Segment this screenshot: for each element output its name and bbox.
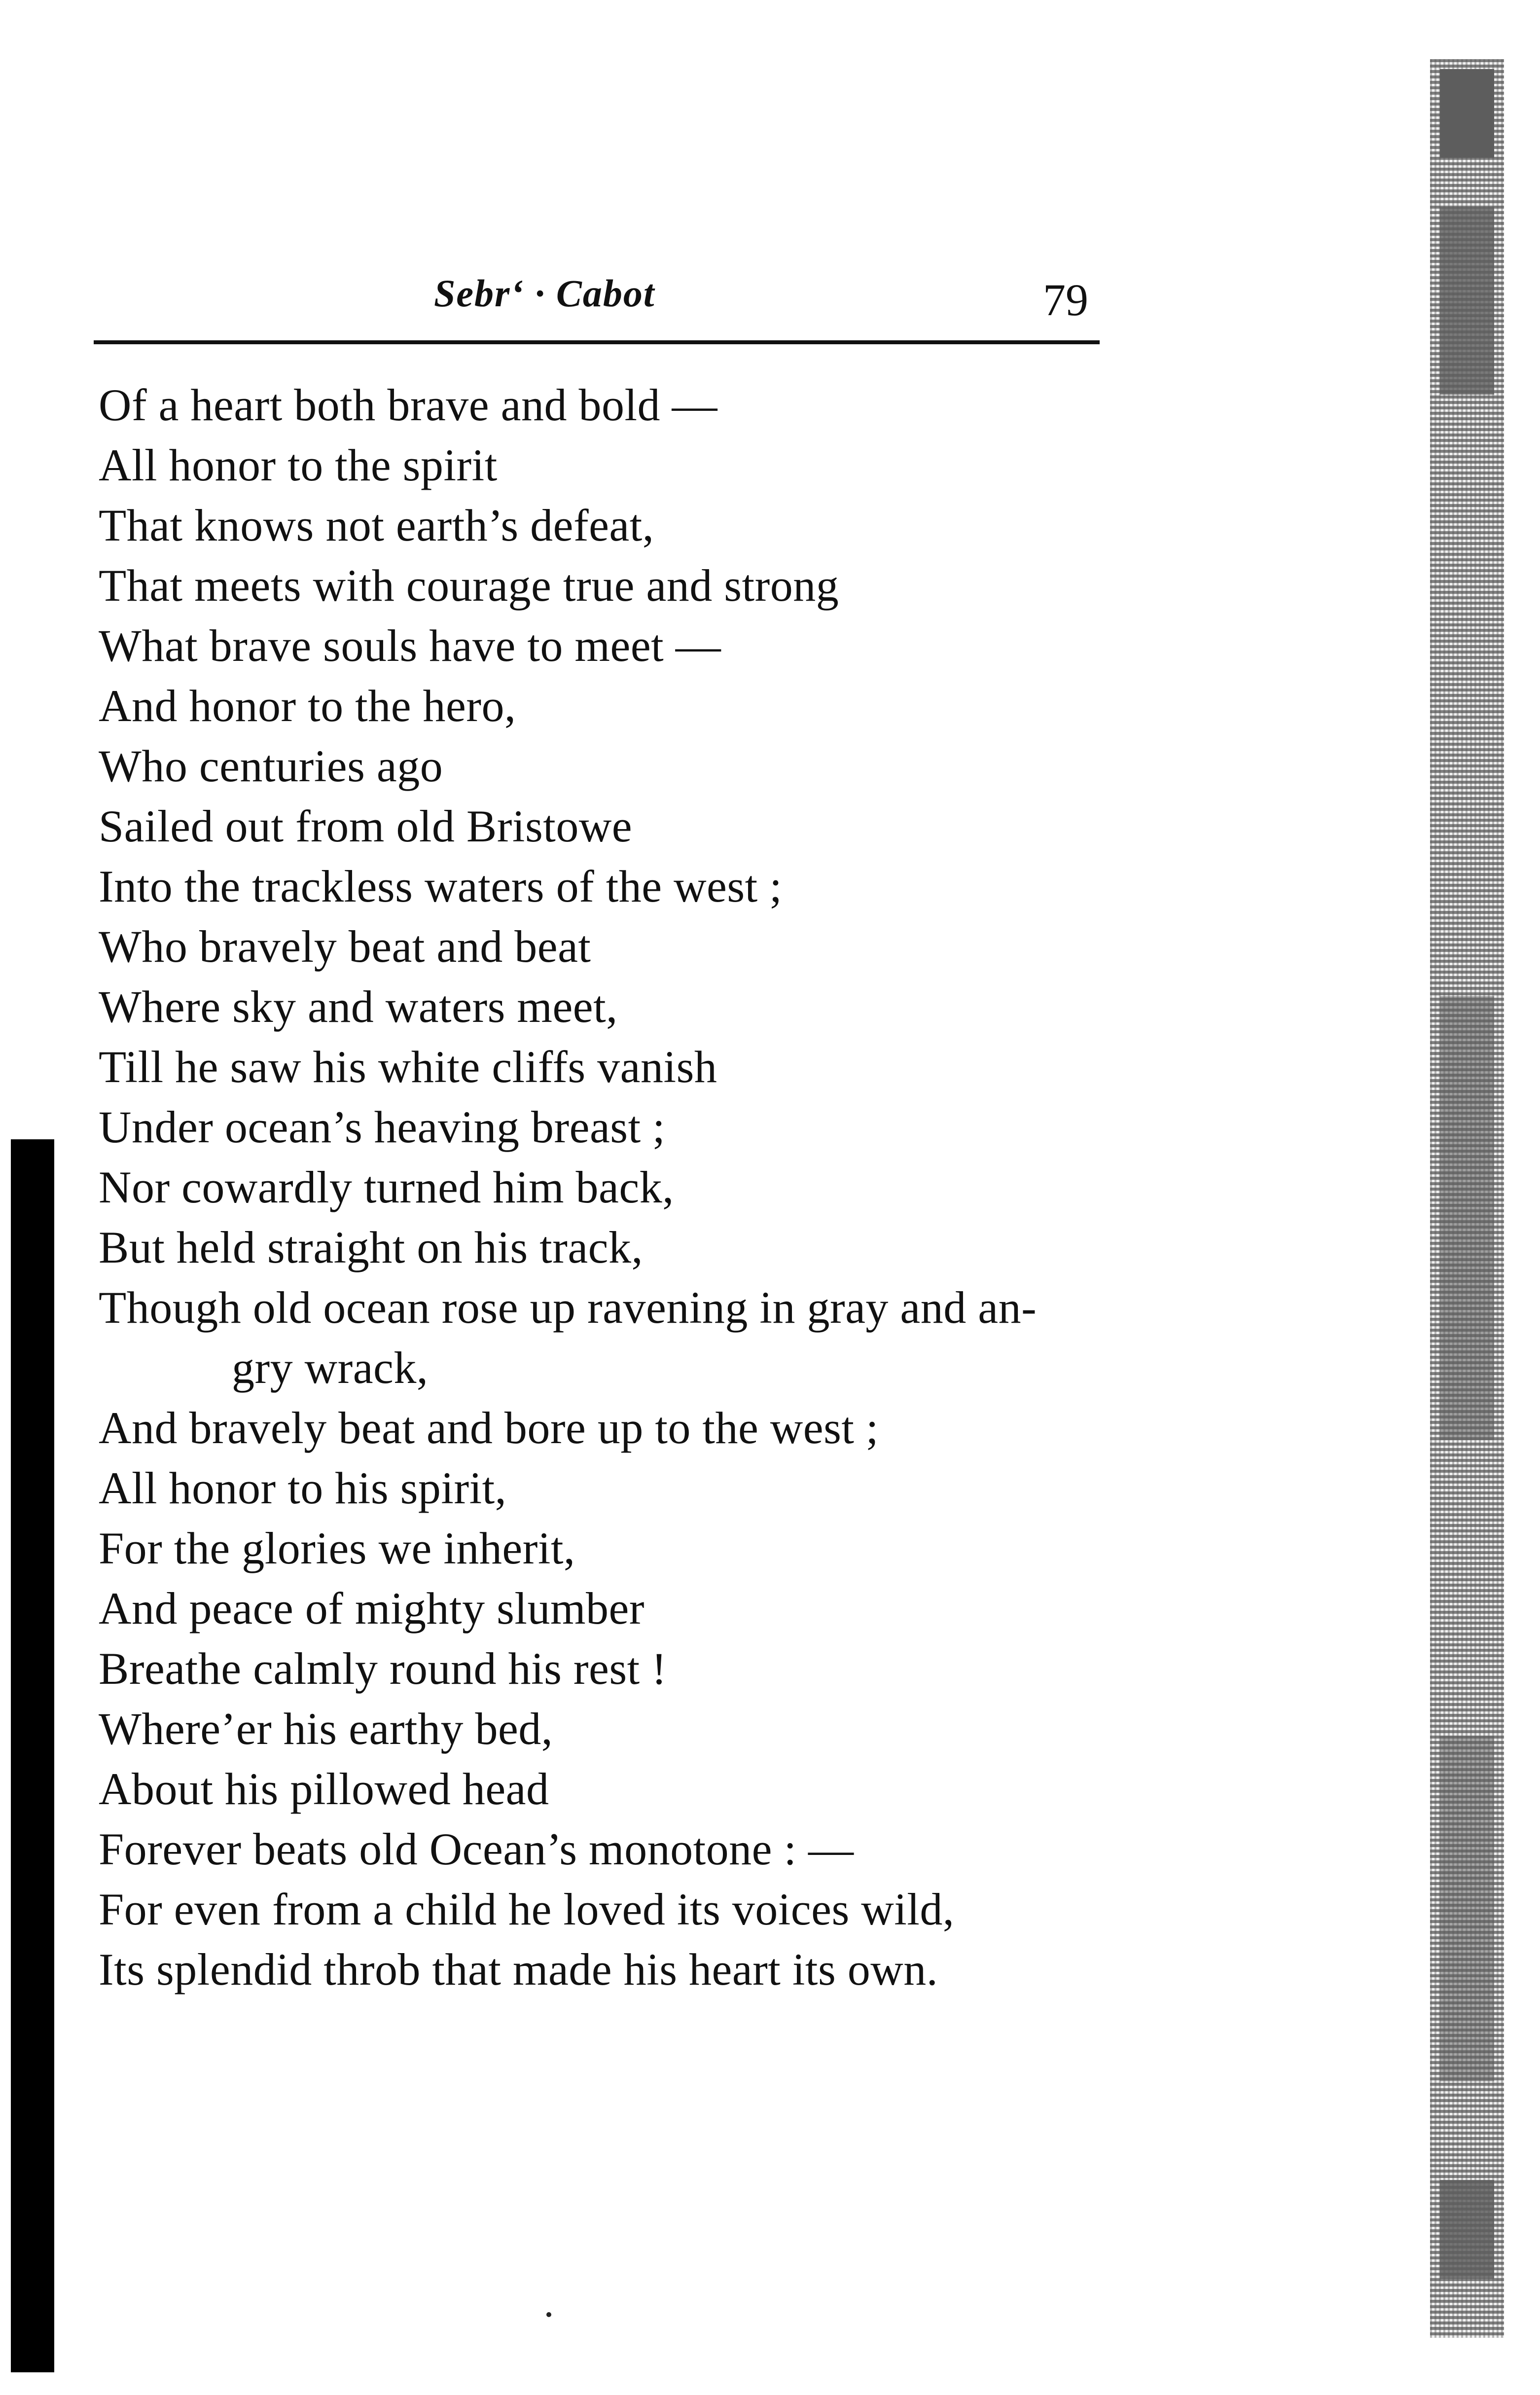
poem-line: All honor to his spirit, <box>99 1463 507 1513</box>
scan-dark-block <box>1440 1736 1494 2081</box>
scan-dark-block <box>1440 69 1494 158</box>
poem-line: For even from a child he loved its voices wild, <box>99 1884 955 1934</box>
scan-dark-block <box>1440 207 1494 395</box>
running-head <box>0 256 1105 325</box>
poem-line: All honor to the spirit <box>99 440 498 490</box>
poem-line-continuation: gry wrack, <box>232 1343 429 1393</box>
poem-line: Sailed out from old Bristowe <box>99 801 633 851</box>
poem-line: Where sky and waters meet, <box>99 981 618 1032</box>
poem-line: Its splendid throb that made his heart its own. <box>99 1944 938 1995</box>
poem-line: Into the trackless waters of the west ; <box>99 861 783 911</box>
scan-margin-bar <box>11 1139 54 2372</box>
poem-line: Till he saw his white cliffs vanish <box>99 1042 717 1092</box>
poem-line: And peace of mighty slumber <box>99 1583 645 1633</box>
poem-line: Who centuries ago <box>99 741 443 791</box>
scan-dark-block <box>1440 2180 1494 2279</box>
poem-line: Who bravely beat and beat <box>99 921 591 972</box>
poem-line: Where’er his earthy bed, <box>99 1704 553 1754</box>
poem-line: That meets with courage true and strong <box>99 560 839 611</box>
page-number: 79 <box>1043 275 1088 325</box>
poem-line: But held straight on his track, <box>99 1222 644 1272</box>
poem-line: Of a heart both brave and bold — <box>99 380 718 430</box>
poem-line: Under ocean’s heaving breast ; <box>99 1102 666 1152</box>
poem-line: Nor cowardly turned him back, <box>99 1162 674 1212</box>
poem-line: Breathe calmly round his rest ! <box>99 1643 667 1694</box>
poem-line: Forever beats old Ocean’s monotone : — <box>99 1824 854 1874</box>
poem-line: About his pillowed head <box>99 1764 549 1814</box>
scan-dark-block <box>1440 996 1494 1440</box>
poem-line: Though old ocean rose up ravening in gray and an- <box>99 1282 1037 1333</box>
poem-line: For the glories we inherit, <box>99 1523 575 1573</box>
poem-line: That knows not earth’s defeat, <box>99 500 654 550</box>
scan-edge-noise <box>1430 59 1504 2338</box>
speck-mark <box>546 2312 551 2317</box>
header-rule <box>94 340 1100 344</box>
running-title: Sebr‘ · Cabot <box>434 272 655 315</box>
poem-line: What brave souls have to meet — <box>99 620 721 671</box>
poem-text <box>99 375 1134 1999</box>
poem-line: And bravely beat and bore up to the west ; <box>99 1403 879 1453</box>
poem-line: And honor to the hero, <box>99 681 516 731</box>
